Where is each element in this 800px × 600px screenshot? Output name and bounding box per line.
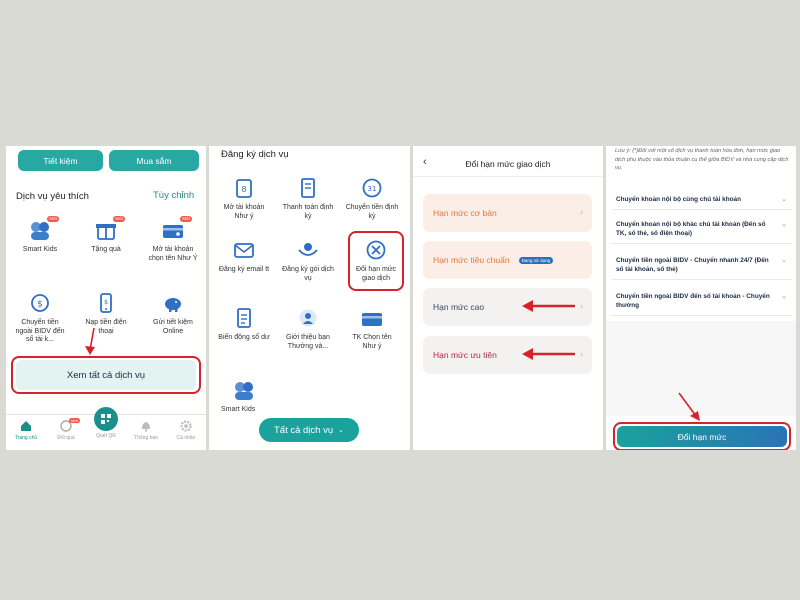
in-use-badge: Đang sử dụng xyxy=(519,257,554,264)
back-arrow-icon[interactable]: ‹ xyxy=(423,156,427,168)
new-badge: Mới xyxy=(71,418,78,423)
service-register-package[interactable] xyxy=(281,238,335,283)
change-limit-button[interactable]: Đổi hạn mức xyxy=(617,426,787,447)
svg-text:31: 31 xyxy=(367,185,377,193)
service-label: Biến động số dư xyxy=(218,334,270,341)
all-services-button[interactable] xyxy=(259,418,359,442)
nav-label: Thông báo xyxy=(134,435,158,441)
service-label: Đăng ký email tt xyxy=(218,266,270,273)
limit-label: Hạn mức tiêu chuẩn xyxy=(433,255,510,265)
item-label: Chuyển tiền ngoài BIDV đến số tài khoản - Chuyển thường xyxy=(616,293,770,309)
phone-icon xyxy=(93,291,119,315)
kids-icon xyxy=(231,378,257,402)
package-icon xyxy=(295,238,321,262)
service-registration-screen xyxy=(209,146,410,450)
new-badge: Mới xyxy=(115,216,123,221)
money-transfer-icon xyxy=(27,291,53,315)
chevron-down-icon: ⌄ xyxy=(781,196,787,203)
transaction-limit-screen xyxy=(413,146,603,450)
service-label: Thanh toán định kỳ xyxy=(282,204,334,220)
limit-item[interactable] xyxy=(612,215,792,244)
service-label: Chuyển tiền định kỳ xyxy=(345,204,399,220)
limit-item[interactable] xyxy=(612,251,792,280)
red-arrow-icon xyxy=(521,347,577,361)
service-label: Đăng ký gói dịch vụ xyxy=(282,266,334,282)
savings-button[interactable]: Tiết kiệm xyxy=(18,150,103,171)
service-smart-kids[interactable] xyxy=(13,218,67,255)
svg-text:$: $ xyxy=(37,299,43,310)
button-label: Tất cả dịch vụ xyxy=(273,424,334,436)
email-icon xyxy=(231,238,257,262)
service-label: Nạp tiền điện thoại xyxy=(85,319,127,335)
view-all-services-button[interactable]: Xem tất cả dịch vụ xyxy=(16,360,196,390)
limit-item[interactable] xyxy=(612,190,792,210)
home-icon xyxy=(19,419,33,433)
refer-icon xyxy=(295,306,321,330)
limit-change-icon xyxy=(363,238,389,262)
service-label: Smart Kids xyxy=(221,406,256,413)
bell-icon xyxy=(139,419,153,433)
nav-notifications[interactable] xyxy=(129,419,163,441)
service-change-transaction-limit[interactable] xyxy=(349,238,403,283)
service-custom-name-account[interactable] xyxy=(345,306,399,351)
nav-scan-qr[interactable] xyxy=(89,407,123,439)
service-online-savings[interactable] xyxy=(146,291,200,336)
service-label: Mở tài khoản Như ý xyxy=(223,204,265,220)
service-label: Tặng quà xyxy=(91,246,121,253)
bill-icon xyxy=(295,176,321,200)
service-label: Chuyển tiền ngoài BIDV đến số tài k... xyxy=(15,319,65,343)
qr-icon xyxy=(94,407,118,431)
chevron-right-icon: › xyxy=(580,301,583,311)
chevron-right-icon: › xyxy=(580,207,583,217)
calendar-icon xyxy=(359,176,385,200)
chevron-down-icon: ⌄ xyxy=(781,221,787,228)
svg-text:8: 8 xyxy=(241,185,247,194)
service-gift[interactable] xyxy=(79,218,133,255)
nav-home[interactable] xyxy=(9,419,43,441)
nav-label: Trang chủ xyxy=(14,435,38,441)
new-badge: Mới xyxy=(182,216,190,221)
limit-label: Hạn mức ưu tiên xyxy=(433,350,497,360)
page-title: Đăng ký dịch vụ xyxy=(221,149,289,160)
service-label: TK Chọn tên Như ý xyxy=(352,334,392,350)
bottom-nav xyxy=(6,414,206,450)
new-badge: Mới xyxy=(49,216,57,221)
nav-label: Quét QR xyxy=(96,433,116,439)
chevron-down-icon: ⌄ xyxy=(338,427,344,434)
red-arrow-icon xyxy=(521,299,577,313)
shopping-button[interactable]: Mua sắm xyxy=(109,150,199,171)
svg-text:$: $ xyxy=(104,299,108,306)
service-open-account-nhu-y[interactable] xyxy=(217,176,271,221)
red-arrow-icon xyxy=(84,326,100,356)
item-label: Chuyển tiền ngoài BIDV - Chuyển nhanh 24/7 (Đến số tài khoản, số thẻ) xyxy=(616,257,769,273)
home-screen xyxy=(6,146,206,450)
gift-icon xyxy=(93,216,123,242)
chevron-down-icon: ⌄ xyxy=(781,293,787,300)
nav-label: Đổi quà xyxy=(57,435,75,441)
chevron-right-icon: › xyxy=(580,349,583,359)
service-recurring-payment[interactable] xyxy=(281,176,335,221)
service-label: Giới thiệu bạn Thưởng và... xyxy=(286,334,330,350)
service-label: Gửi tiết kiệm Online xyxy=(153,319,193,335)
limit-basic[interactable] xyxy=(423,194,592,232)
lucky-number-icon xyxy=(231,176,257,200)
item-label: Chuyển khoản nội bộ cùng chủ tài khoản xyxy=(616,196,741,203)
service-refer-friend[interactable] xyxy=(281,306,335,351)
chevron-down-icon: ⌄ xyxy=(781,257,787,264)
red-arrow-icon xyxy=(676,391,704,423)
limit-detail-screen xyxy=(606,146,796,450)
gear-icon xyxy=(179,419,193,433)
service-external-transfer[interactable] xyxy=(13,291,67,345)
service-label: Đổi hạn mức giao dịch xyxy=(355,266,397,282)
service-smart-kids[interactable] xyxy=(217,378,271,415)
service-open-account-custom-name[interactable] xyxy=(146,218,200,263)
service-recurring-transfer[interactable] xyxy=(345,176,399,221)
limit-standard[interactable] xyxy=(423,241,592,279)
nav-label: Cá nhân xyxy=(176,435,196,441)
limit-item[interactable] xyxy=(612,287,792,316)
service-label: Smart Kids xyxy=(22,246,58,253)
nav-profile[interactable] xyxy=(169,419,203,441)
page-title: Đổi hạn mức giao dịch xyxy=(465,159,551,169)
service-label: Mở tài khoản chọn tên Như Ý xyxy=(148,246,198,262)
note-text: Lưu ý: (*)Đối với một số dịch vụ thanh toán hóa đơn, hạn mức giao dịch phụ thuộc vào thỏa thuận cụ thể giữa BIDV và nhà cung cấp dịch vụ. xyxy=(615,148,789,171)
statement-icon xyxy=(231,306,257,330)
service-register-email[interactable] xyxy=(217,238,271,275)
divider xyxy=(413,176,603,177)
limit-label: Hạn mức cơ bản xyxy=(433,208,497,218)
piggy-bank-icon xyxy=(160,291,186,315)
service-balance-changes[interactable] xyxy=(217,306,271,343)
item-label: Chuyển khoản nội bộ khác chủ tài khoản (Đến số TK, số thẻ, số điện thoại) xyxy=(616,221,766,237)
limit-label: Hạn mức cao xyxy=(433,302,485,312)
kids-icon xyxy=(27,216,57,242)
customize-link[interactable]: Tùy chỉnh xyxy=(153,190,195,201)
account-card-icon xyxy=(160,216,190,242)
nav-rewards[interactable] xyxy=(49,419,83,441)
favorite-services-title: Dịch vụ yêu thích xyxy=(16,191,89,202)
account-card-icon xyxy=(359,306,385,330)
